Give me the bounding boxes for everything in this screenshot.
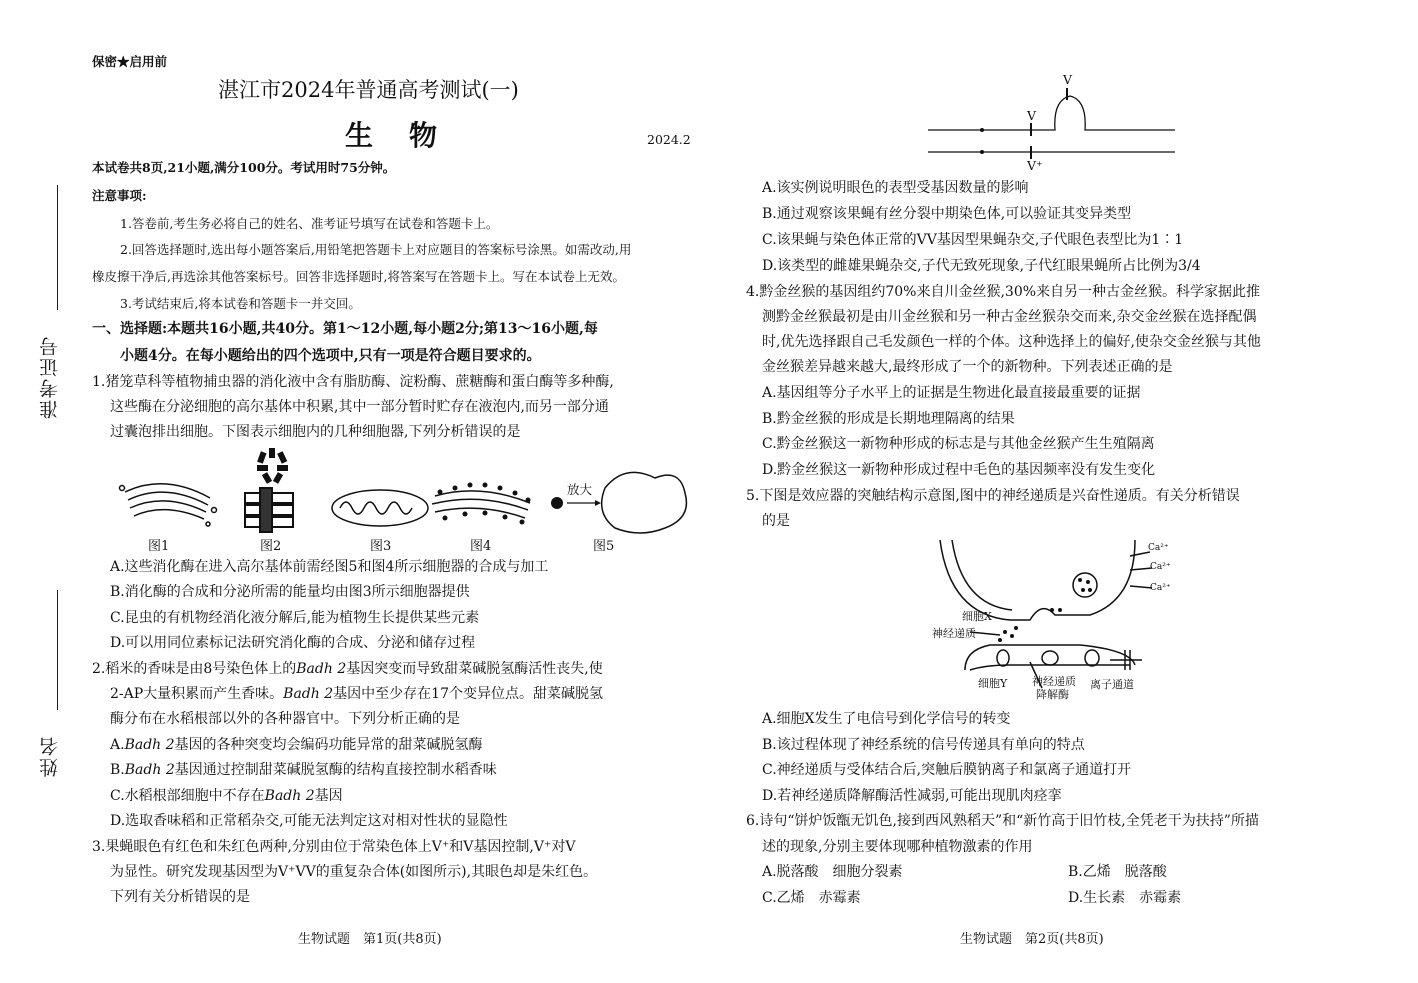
q1-stem: 这些酶在分泌细胞的高尔基体中积累,其中一部分暂时贮存在液泡内,而另一部分通 — [110, 399, 609, 415]
fig-label-cell-y: 细胞Y — [978, 677, 1008, 690]
q6-option-d: D.生长素 赤霉素 — [1068, 890, 1182, 906]
figure-label: 图3 — [370, 539, 392, 554]
q5-option-c: C.神经递质与受体结合后,突触后膜钠离子和氯离子通道打开 — [762, 762, 1132, 778]
q4-option-d: D.黔金丝猴这一新物种形成过程中毛色的基因频率没有发生变化 — [762, 462, 1156, 478]
binding-line — [57, 590, 58, 710]
confidential-mark: 保密★启用前 — [92, 54, 168, 69]
q2-stem: 2.稻米的香味是由8号染色体上的Badh 2基因突变而导致甜菜碱脱氢酶活性丧失,使 — [92, 661, 603, 677]
q3-option-c: C.该果蝇与染色体正常的VV基因型果蝇杂交,子代眼色表型比为1∶1 — [762, 232, 1184, 248]
q3-stem: 为显性。研究发现基因型为V⁺VV的重复杂合体(如图所示),其眼色却是朱红色。 — [110, 864, 598, 880]
q5-option-d: D.若神经递质降解酶活性减弱,可能出现肌肉痉挛 — [762, 788, 1062, 804]
q5-stem: 的是 — [762, 513, 790, 529]
q2-stem: 2-AP大量积累而产生香味。Badh 2基因中至少存在17个变异位点。甜菜碱脱氢 — [110, 686, 603, 702]
q1-stem: 过囊泡排出细胞。下图表示细胞内的几种细胞器,下列分析错误的是 — [110, 424, 521, 440]
figure-label: 图2 — [260, 539, 282, 554]
fig-label-enzyme: 降解酶 — [1036, 688, 1069, 701]
section-heading: 小题4分。在每小题给出的四个选项中,只有一项是符合题目要求的。 — [120, 348, 541, 364]
q4-option-a: A.基因组等分子水平上的证据是生物进化最直接最重要的证据 — [762, 385, 1141, 401]
figure-label: 图4 — [470, 539, 492, 554]
q3-stem: 3.果蝇眼色有红色和朱红色两种,分别由位于常染色体上V⁺和V基因控制,V⁺对V — [92, 839, 576, 855]
q2-stem: 酶分布在水稻根部以外的各种器官中。下列分析正确的是 — [110, 711, 460, 727]
q5-stem: 5.下图是效应器的突触结构示意图,图中的神经递质是兴奋性递质。有关分析错误 — [746, 488, 1240, 504]
q6-option-b: B.乙烯 脱落酸 — [1068, 864, 1167, 880]
candidate-id-label: 准考证号 — [39, 335, 61, 419]
subject-title: 生 物 — [345, 119, 442, 152]
note-item: 2.回答选择题时,选出每小题答案后,用铅笔把答题卡上对应题目的答案标号涂黑。如需改动,用 — [120, 242, 632, 257]
centrosome-icon — [245, 448, 293, 532]
fig-label-neurotransmitter: 神经递质 — [932, 627, 976, 640]
note-item: 1.答卷前,考生务必将自己的姓名、准考证号填写在试卷和答题卡上。 — [120, 216, 499, 231]
q5-option-b: B.该过程体现了神经系统的信号传递具有单向的特点 — [762, 737, 1085, 753]
q2-option-d: D.选取香味稻和正常稻杂交,可能无法判定这对相对性状的显隐性 — [110, 813, 508, 829]
name-label: 姓名 — [39, 735, 61, 777]
fig-label-enzyme: 神经递质 — [1032, 675, 1076, 688]
q3-option-d: D.该类型的雌雄果蝇杂交,子代无致死现象,子代红眼果蝇所占比例为3/4 — [762, 258, 1201, 274]
fig-label-calcium: Ca²⁺ — [1150, 562, 1171, 572]
figure-label: 图5 — [593, 539, 615, 554]
figure-label: 图1 — [148, 539, 170, 554]
organelle-figure — [110, 448, 690, 538]
chromosome-figure — [925, 70, 1180, 170]
q4-option-c: C.黔金丝猴这一新物种形成的标志是与其他金丝猴产生生殖隔离 — [762, 436, 1155, 452]
q6-option-c: C.乙烯 赤霉素 — [762, 890, 861, 906]
q1-option-b: B.消化酶的合成和分泌所需的能量均由图3所示细胞器提供 — [110, 584, 470, 600]
q6-option-a: A.脱落酸 细胞分裂素 — [762, 864, 903, 880]
q6-stem: 6.诗句“饼炉饭甑无饥色,接到西风熟稻天”和“新竹高于旧竹枝,全凭老干为扶持”所描 — [746, 813, 1259, 829]
exam-info: 本试卷共8页,21小题,满分100分。考试用时75分钟。 — [92, 160, 396, 175]
enlarge-label: 放大 — [567, 482, 593, 497]
q3-option-b: B.通过观察该果蝇有丝分裂中期染色体,可以验证其变异类型 — [762, 206, 1132, 222]
fig-label-calcium: Ca²⁺ — [1150, 583, 1171, 593]
exam-title: 湛江市2024年普通高考测试(一) — [218, 78, 519, 102]
q4-stem: 测黔金丝猴最初是由川金丝猴和另一种古金丝猴杂交而来,杂交金丝猴在选择配偶 — [762, 309, 1257, 325]
q1-option-a: A.这些消化酶在进入高尔基体前需经图5和图4所示细胞器的合成与加工 — [110, 559, 549, 575]
gene-label: V — [1063, 72, 1073, 87]
binding-line — [57, 185, 58, 310]
fig-label-cell-x: 细胞X — [962, 610, 992, 623]
q1-stem: 1.猪笼草科等植物捕虫器的消化液中含有脂肪酶、淀粉酶、蔗糖酶和蛋白酶等多种酶, — [92, 374, 614, 390]
q2-option-a: A.Badh 2基因的各种突变均会编码功能异常的甜菜碱脱氢酶 — [110, 737, 483, 753]
notes-title: 注意事项: — [92, 188, 147, 203]
page-footer: 生物试题 第1页(共8页) — [298, 932, 442, 947]
mitochondrion-icon — [332, 490, 428, 526]
exam-date: 2024.2 — [647, 132, 691, 147]
q2-option-b: B.Badh 2基因通过控制甜菜碱脱氢酶的结构直接控制水稻香味 — [110, 762, 497, 778]
q1-option-d: D.可以用同位素标记法研究消化酶的合成、分泌和储存过程 — [110, 635, 476, 651]
q4-stem: 4.黔金丝猴的基因组约70%来自川金丝猴,30%来自另一种古金丝猴。科学家据此推 — [746, 284, 1261, 300]
golgi-icon — [120, 484, 217, 526]
q1-option-c: C.昆虫的有机物经消化液分解后,能为植物生长提供某些元素 — [110, 610, 480, 626]
rough-er-icon — [432, 483, 531, 525]
q3-option-a: A.该实例说明眼色的表型受基因数量的影响 — [762, 180, 1029, 196]
gene-label: V⁺ — [1027, 158, 1043, 173]
note-item: 3.考试结束后,将本试卷和答题卡一并交回。 — [120, 296, 361, 311]
note-item: 橡皮擦干净后,再选涂其他答案标号。回答非选择题时,将答案写在答题卡上。写在本试卷上无效。 — [92, 269, 625, 284]
page-footer: 生物试题 第2页(共8页) — [960, 932, 1104, 947]
q6-stem: 述的现象,分别主要体现哪种植物激素的作用 — [762, 839, 1033, 855]
q3-stem: 下列有关分析错误的是 — [110, 889, 250, 905]
fig-label-ion-channel: 离子通道 — [1090, 678, 1134, 691]
q5-option-a: A.细胞X发生了电信号到化学信号的转变 — [762, 711, 1011, 727]
q2-option-c: C.水稻根部细胞中不存在Badh 2基因 — [110, 788, 343, 804]
gene-label: V — [1027, 108, 1037, 123]
q4-stem: 时,优先选择跟自己毛发颜色一样的个体。这种选择上的偏好,使杂交金丝猴与其他 — [762, 334, 1261, 350]
fig-label-calcium: Ca²⁺ — [1148, 543, 1169, 553]
section-heading: 一、选择题:本题共16小题,共40分。第1～12小题,每小题2分;第13～16小题,每 — [92, 321, 598, 337]
q4-option-b: B.黔金丝猴的形成是长期地理隔离的结果 — [762, 411, 1015, 427]
q4-stem: 金丝猴差异越来越大,最终形成了一个的新物种。下列表述正确的是 — [762, 359, 1173, 375]
